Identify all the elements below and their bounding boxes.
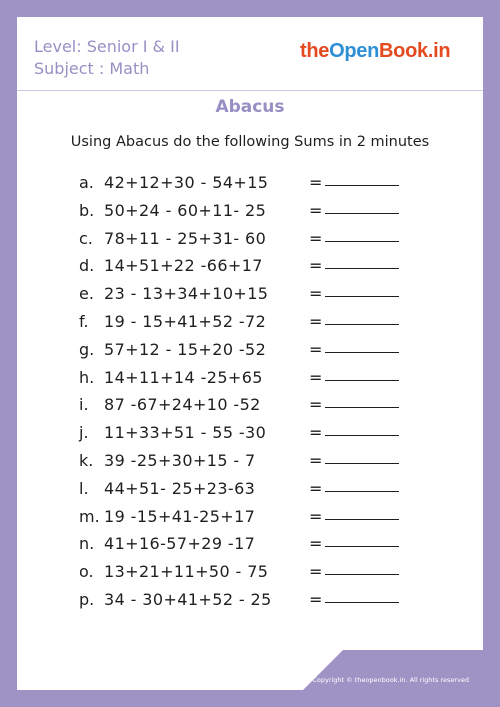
question-letter: l. [79, 478, 89, 498]
question-expression: 19 - 15+41+52 -72 [104, 312, 267, 331]
answer-blank[interactable] [325, 546, 399, 547]
header-divider [17, 90, 483, 91]
question-row [79, 171, 459, 195]
question-letter: e. [79, 284, 94, 304]
question-expression: 19 -15+41-25+17 [104, 506, 256, 526]
question-letter: d. [79, 256, 95, 276]
question-expression: 34 - 30+41+52 - 25 [104, 590, 272, 609]
question-letter: o. [79, 562, 94, 582]
question-row [79, 310, 459, 334]
answer-blank[interactable] [325, 324, 399, 325]
answer-blank[interactable] [325, 463, 399, 464]
answer-blank[interactable] [325, 352, 399, 353]
answer-blank[interactable] [325, 435, 399, 436]
question-row [79, 477, 459, 501]
answer-blank[interactable] [325, 491, 399, 492]
question-expression: 39 -25+30+15 - 7 [104, 451, 256, 470]
question-row [79, 560, 459, 584]
question-row [79, 505, 459, 529]
equals-sign: = [309, 506, 323, 526]
question-letter: b. [79, 200, 95, 220]
question-letter: a. [79, 173, 94, 192]
question-expression: 13+21+11+50 - 75 [104, 562, 269, 582]
level-label: Level: Senior I & II [34, 37, 180, 56]
logo-text-book: Book.in [379, 40, 451, 62]
worksheet-title: Abacus [215, 97, 285, 117]
equals-sign: = [309, 339, 323, 359]
question-expression: 44+51- 25+23-63 [104, 478, 256, 498]
equals-sign: = [309, 173, 323, 192]
answer-blank[interactable] [325, 296, 399, 297]
question-row [79, 227, 459, 251]
instruction-text: Using Abacus do the following Sums in 2 minutes [70, 134, 430, 150]
question-row [79, 254, 459, 278]
equals-sign: = [309, 423, 323, 443]
equals-sign: = [309, 367, 323, 387]
question-row [79, 449, 459, 473]
subject-label: Subject : Math [34, 59, 150, 78]
answer-blank[interactable] [325, 185, 399, 186]
answer-blank[interactable] [325, 213, 399, 214]
equals-sign: = [309, 256, 323, 276]
question-expression: 87 -67+24+10 -52 [104, 395, 261, 415]
question-row [79, 338, 459, 362]
logo-text-open: Open [329, 40, 380, 62]
question-row [79, 532, 459, 556]
question-expression: 23 - 13+34+10+15 [104, 284, 269, 304]
worksheet-page [17, 17, 483, 690]
equals-sign: = [309, 284, 323, 304]
worksheet-meta [34, 36, 180, 80]
question-letter: c. [79, 228, 93, 248]
question-row [79, 393, 459, 417]
question-letter: p. [79, 590, 95, 609]
equals-sign: = [309, 200, 323, 220]
question-expression: 11+33+51 - 55 -30 [104, 423, 267, 443]
equals-sign: = [309, 534, 323, 554]
question-expression: 78+11 - 25+31- 60 [104, 228, 267, 248]
equals-sign: = [309, 395, 323, 415]
question-letter: j. [79, 423, 89, 443]
answer-blank[interactable] [325, 602, 399, 603]
answer-blank[interactable] [325, 241, 399, 242]
question-row [79, 199, 459, 223]
copyright-text: Copyright © theopenbook.in. All rights reserved [312, 676, 469, 684]
question-expression: 42+12+30 - 54+15 [104, 173, 269, 192]
question-letter: i. [79, 395, 89, 415]
question-letter: n. [79, 534, 95, 554]
question-expression: 41+16-57+29 -17 [104, 534, 256, 554]
question-row [79, 366, 459, 390]
logo-text-the: the [300, 40, 330, 62]
answer-blank[interactable] [325, 574, 399, 575]
question-letter: m. [79, 506, 100, 526]
answer-blank[interactable] [325, 407, 399, 408]
question-row [79, 588, 459, 612]
equals-sign: = [309, 312, 323, 331]
equals-sign: = [309, 478, 323, 498]
question-row [79, 421, 459, 445]
question-letter: k. [79, 451, 94, 470]
equals-sign: = [309, 228, 323, 248]
answer-blank[interactable] [325, 380, 399, 381]
question-expression: 57+12 - 15+20 -52 [104, 339, 267, 359]
equals-sign: = [309, 562, 323, 582]
question-letter: h. [79, 367, 95, 387]
question-expression: 50+24 - 60+11- 25 [104, 200, 267, 220]
question-expression: 14+11+14 -25+65 [104, 367, 263, 387]
question-letter: g. [79, 339, 95, 359]
question-expression: 14+51+22 -66+17 [104, 256, 263, 276]
equals-sign: = [309, 590, 323, 609]
question-letter: f. [79, 312, 89, 331]
answer-blank[interactable] [325, 268, 399, 269]
answer-blank[interactable] [325, 519, 399, 520]
question-row [79, 282, 459, 306]
equals-sign: = [309, 451, 323, 470]
site-logo [300, 40, 450, 63]
footer-corner-band [303, 650, 483, 690]
